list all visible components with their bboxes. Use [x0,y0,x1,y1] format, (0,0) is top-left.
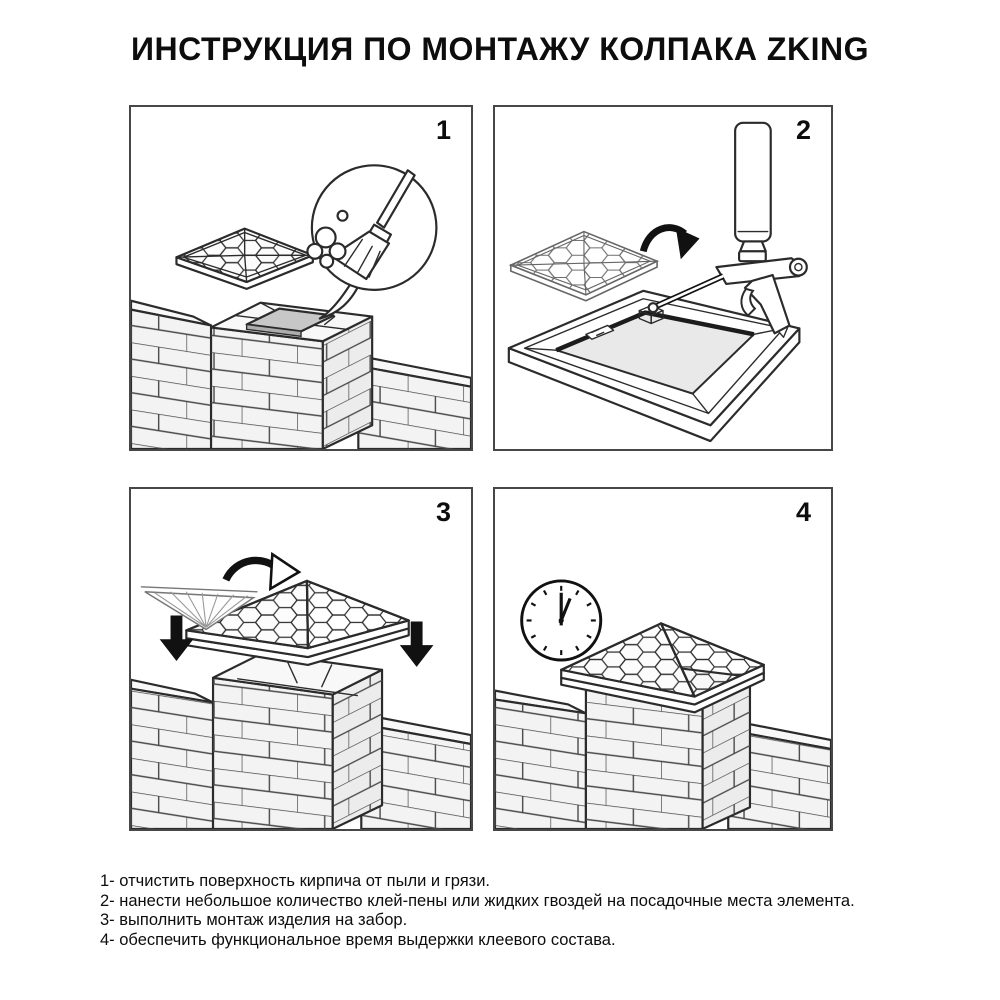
instruction-line-1: 1- отчистить поверхность кирпича от пыли и грязи. [100,872,490,890]
cap-top-view-small [511,232,657,301]
gun-nozzle-tip [649,303,658,312]
step-panel-4 [493,487,833,831]
step-panel-2 [493,105,833,451]
step-2-illustration [495,107,831,449]
brick-wall-right [358,358,471,449]
brick-pillar [213,653,382,829]
flip-arrow-icon [643,228,699,260]
clock-icon [522,581,601,660]
speech-bubble [307,165,436,318]
inverted-cap-tray [509,291,800,441]
step-panel-3 [129,487,473,831]
instructions-list [100,872,970,950]
step-3-illustration [131,489,471,829]
brick-wall-left [131,680,213,829]
step-number-4: 4 [795,497,811,527]
brick-wall-left [495,691,586,829]
step-number-3: 3 [435,497,451,527]
instruction-line-2: 2- нанести небольшое количество клей-пены или жидких гвоздей на посадочные места элемента. [100,891,855,910]
step-1-illustration [131,107,471,449]
instruction-line-4: 4- обеспечить функциональное время выдержки клеевого состава. [100,930,616,949]
cap-top-view [176,229,312,289]
instruction-line-3: 3- выполнить монтаж изделия на забор. [100,911,408,930]
step-number-1: 1 [435,115,451,145]
flip-arrow-icon [226,554,299,589]
page-title: ИНСТРУКЦИЯ ПО МОНТАЖУ КОЛПАКА ZKING [131,31,869,67]
step-4-illustration [495,489,831,829]
step-number-2: 2 [795,115,811,145]
brick-wall-left [131,301,211,449]
step-panel-1 [129,105,473,451]
brick-pillar [211,303,372,449]
cap-hovering [186,581,408,665]
